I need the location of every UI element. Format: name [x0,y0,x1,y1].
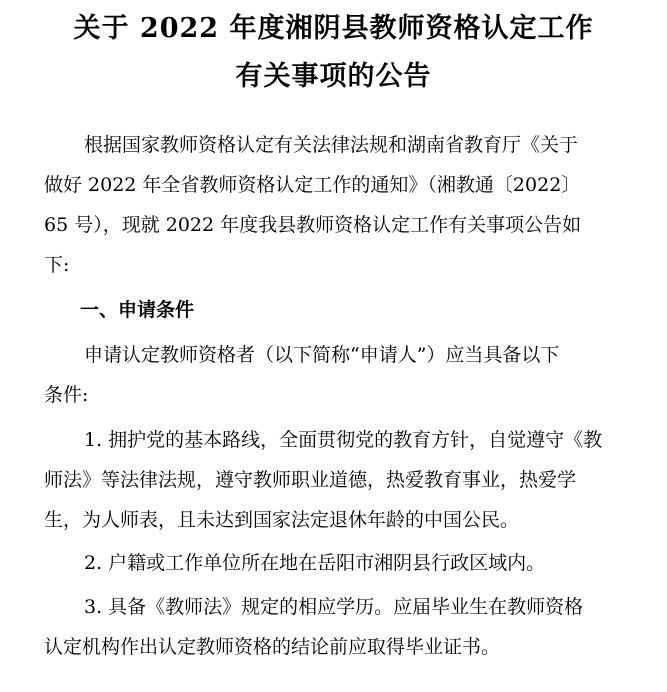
condition-3-line: 3. 具备《教师法》规定的相应学历。应届毕业生在教师资格 [84,596,584,618]
intro-line: 下: [44,254,70,276]
condition-1-line: 生，为人师表，且未达到国家法定退休年龄的中国公民。 [44,509,520,531]
intro-line: 65 号），现就 2022 年度我县教师资格认定工作有关事项公告如 [44,214,582,236]
condition-2-line: 2. 户籍或工作单位所在地在岳阳市湘阴县行政区域内。 [84,552,546,574]
document-title-line-2: 有关事项的公告 [235,61,432,92]
intro-line: 做好 2022 年全省教师资格认定工作的通知》（湘教通〔2022〕 [44,174,581,196]
condition-1-line: 师法》等法律法规，遵守教师职业道德，热爱教育事业，热爱学 [44,469,577,491]
condition-1-line: 1. 拥护党的基本路线，全面贯彻党的教育方针，自觉遵守《教 [84,429,603,451]
intro-line: 根据国家教师资格认定有关法律法规和湖南省教育厅《关于 [84,134,579,156]
condition-3-line: 认定机构作出认定教师资格的结论前应取得毕业证书。 [44,636,501,658]
section-1-heading: 一、申请条件 [80,299,195,321]
section-1-intro-line: 申请认定教师资格者（以下简称“申请人”）应当具备以下 [84,344,560,366]
document-title-line-1: 关于 2022 年度湘阴县教师资格认定工作 [73,13,594,44]
section-1-intro-line: 条件: [44,384,89,406]
